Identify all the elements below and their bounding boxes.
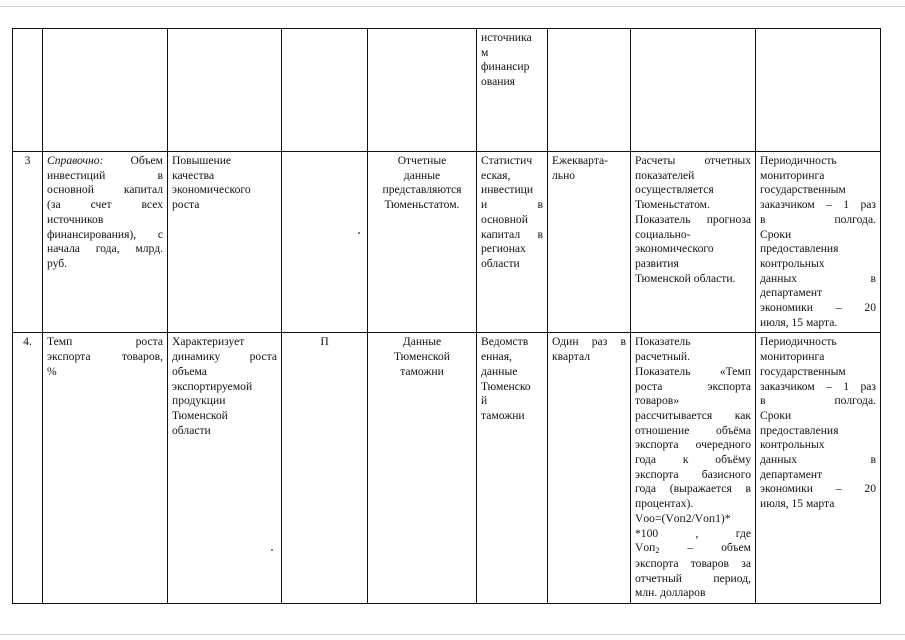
text-line: расчетный.	[635, 350, 690, 364]
text-line: июля, 15 марта.	[760, 315, 838, 329]
page-top-edge	[0, 6, 905, 7]
cell-monitoring	[756, 152, 881, 333]
text-line: качества	[172, 168, 215, 182]
text-line: июля, 15 марта	[760, 497, 835, 511]
text-line: основной	[481, 212, 528, 226]
table-row	[13, 152, 881, 333]
cell-num: 4.	[13, 333, 43, 604]
text-line: инвестиций в	[47, 168, 163, 182]
text-line: Сроки	[760, 227, 792, 241]
text-line: енная,	[481, 350, 512, 364]
text-line: продукции	[172, 394, 226, 408]
text-line: м	[481, 45, 489, 59]
text-line: роста экспорта	[635, 379, 751, 393]
text-line: года к объёму	[635, 453, 751, 467]
text-line: Показатель	[635, 335, 691, 349]
cell-purpose	[168, 333, 282, 604]
cell-monitoring	[756, 333, 881, 604]
text-line: Показатель прогноза	[635, 212, 751, 226]
cell-purpose	[168, 29, 282, 152]
text-line: Повышение	[172, 154, 232, 167]
cell-periodicity	[548, 152, 631, 333]
cell-form	[477, 152, 548, 333]
text-line: Периодичность	[760, 154, 837, 167]
text-line: процентах).	[635, 497, 694, 511]
text-line: Один раз в	[552, 335, 626, 349]
text-line: товаров»	[635, 394, 680, 408]
text-line: экспорта очередного	[635, 438, 751, 452]
cell-type	[282, 152, 368, 333]
cell-indicator	[43, 333, 168, 604]
text-line: Ежекварта-	[552, 154, 609, 167]
text-line: экспортируемой	[172, 379, 253, 393]
text-line: Характеризует	[172, 335, 245, 349]
cell-purpose	[168, 152, 282, 333]
text-line: области	[172, 423, 211, 437]
text-line: заказчиком – 1 раз	[760, 379, 876, 393]
text-line: начала года, млрд.	[47, 242, 163, 256]
text-line: квартал	[552, 350, 590, 364]
scan-speck	[271, 549, 273, 551]
text-line: Расчеты отчетных	[635, 154, 751, 167]
text-line: экспорта товаров,	[47, 350, 163, 364]
text-line: предоставления	[760, 242, 839, 256]
text-line: мониторинга	[760, 350, 825, 364]
cell-method	[631, 333, 756, 604]
text-line: *100 , где	[635, 526, 751, 540]
cell-form	[477, 333, 548, 604]
text-line: таможни	[481, 408, 525, 422]
text-line: в полгода.	[760, 394, 876, 408]
text-line: Сроки	[760, 408, 792, 422]
text-line: экономического	[635, 242, 714, 256]
text-line: Отчетные	[397, 154, 447, 167]
cell-type: П	[282, 333, 368, 604]
text-line: объема	[172, 364, 207, 378]
page-bottom-edge	[0, 634, 905, 635]
table-row	[13, 29, 881, 152]
text-line: инвестици	[481, 183, 534, 197]
text-line: Тюменской области.	[635, 271, 736, 285]
text-line: социально-	[635, 227, 691, 241]
text-line: представляются	[382, 183, 462, 197]
text-line: Тюменской	[172, 408, 228, 422]
cell-periodicity	[548, 29, 631, 152]
text-line: области	[481, 256, 520, 270]
text-line: департамент	[760, 467, 823, 481]
cell-num: 3	[13, 152, 43, 333]
text-line: данные	[403, 168, 441, 182]
text-line: данные	[481, 364, 518, 378]
cell-num	[13, 29, 43, 152]
text-line: государственным	[760, 183, 846, 197]
text-line: Тюменьстатом.	[635, 198, 710, 212]
text-line: Тюменской	[394, 350, 450, 364]
text-line: ования	[481, 75, 516, 89]
text-line: Vоп2 – объем	[635, 541, 751, 556]
text-line: экономического	[172, 183, 251, 197]
scan-speck	[358, 232, 360, 234]
indicator-table	[12, 28, 881, 604]
text-line: в полгода.	[760, 212, 876, 226]
cell-form	[477, 29, 548, 152]
text-line: Тюменско	[481, 379, 531, 393]
text-line: Темп роста	[47, 335, 163, 349]
cell-method	[631, 152, 756, 333]
text-line: роста	[172, 198, 200, 212]
text-line: осуществляется	[635, 183, 714, 197]
text-line: предоставления	[760, 423, 839, 437]
cell-source	[368, 152, 477, 333]
text-line: департамент	[760, 286, 823, 300]
text-line: и в	[481, 198, 543, 212]
cell-periodicity	[548, 333, 631, 604]
text-line: данных в	[760, 271, 876, 285]
text-line: финансирования), с	[47, 227, 163, 241]
text-line: экспорта базисного	[635, 467, 751, 481]
text-line: динамику роста	[172, 350, 277, 364]
cell-indicator	[43, 29, 168, 152]
cell-type	[282, 29, 368, 152]
cell-indicator	[43, 152, 168, 333]
text-line: капитал в	[481, 227, 543, 241]
text-line: экономики – 20	[760, 482, 876, 496]
text-line: Тюменьстатом.	[384, 198, 460, 212]
text-line: рассчитывается как	[635, 408, 751, 422]
text-line: таможни	[400, 364, 444, 378]
text-line: заказчиком – 1 раз	[760, 198, 876, 212]
text-line: отчетный период,	[635, 571, 751, 585]
cell-source	[368, 333, 477, 604]
text-line: данных в	[760, 453, 876, 467]
text-line: основной капитал	[47, 183, 163, 197]
cell-method	[631, 29, 756, 152]
text-line: Статистич	[481, 154, 533, 167]
cell-source	[368, 29, 477, 152]
text-line: источника	[481, 31, 532, 44]
text-line: источников	[47, 212, 104, 226]
text-line: контрольных	[760, 438, 825, 452]
text-line: финансир	[481, 60, 530, 74]
table-row	[13, 333, 881, 604]
text-line: млн. долларов	[635, 586, 706, 600]
text-line: Vоо=(Vоп2/Vоп1)*	[635, 511, 731, 525]
text-line: развития	[635, 256, 679, 270]
text-line: государственным	[760, 364, 846, 378]
text-line: отношение объёма	[635, 423, 751, 437]
line: Справочно: Объем	[47, 154, 163, 167]
text-line: мониторинга	[760, 168, 825, 182]
text-line: (за счет всех	[47, 198, 163, 212]
text-line: руб.	[47, 256, 68, 270]
text-line: Показатель «Темп	[635, 364, 751, 378]
cell-monitoring	[756, 29, 881, 152]
text-line: льно	[552, 168, 576, 182]
text-line: года (выражается в	[635, 482, 751, 496]
text-line: %	[47, 364, 57, 378]
text-line: регионах	[481, 242, 526, 256]
text-line: экспорта товаров за	[635, 556, 751, 570]
text-line: экономики – 20	[760, 301, 876, 315]
text-line: Ведомств	[481, 335, 529, 349]
text-line: показателей	[635, 168, 695, 182]
text-line: Периодичность	[760, 335, 837, 349]
text-line: й	[481, 394, 488, 408]
text-line: Данные	[402, 335, 442, 349]
text-line: еская,	[481, 168, 511, 182]
text-line: контрольных	[760, 256, 825, 270]
